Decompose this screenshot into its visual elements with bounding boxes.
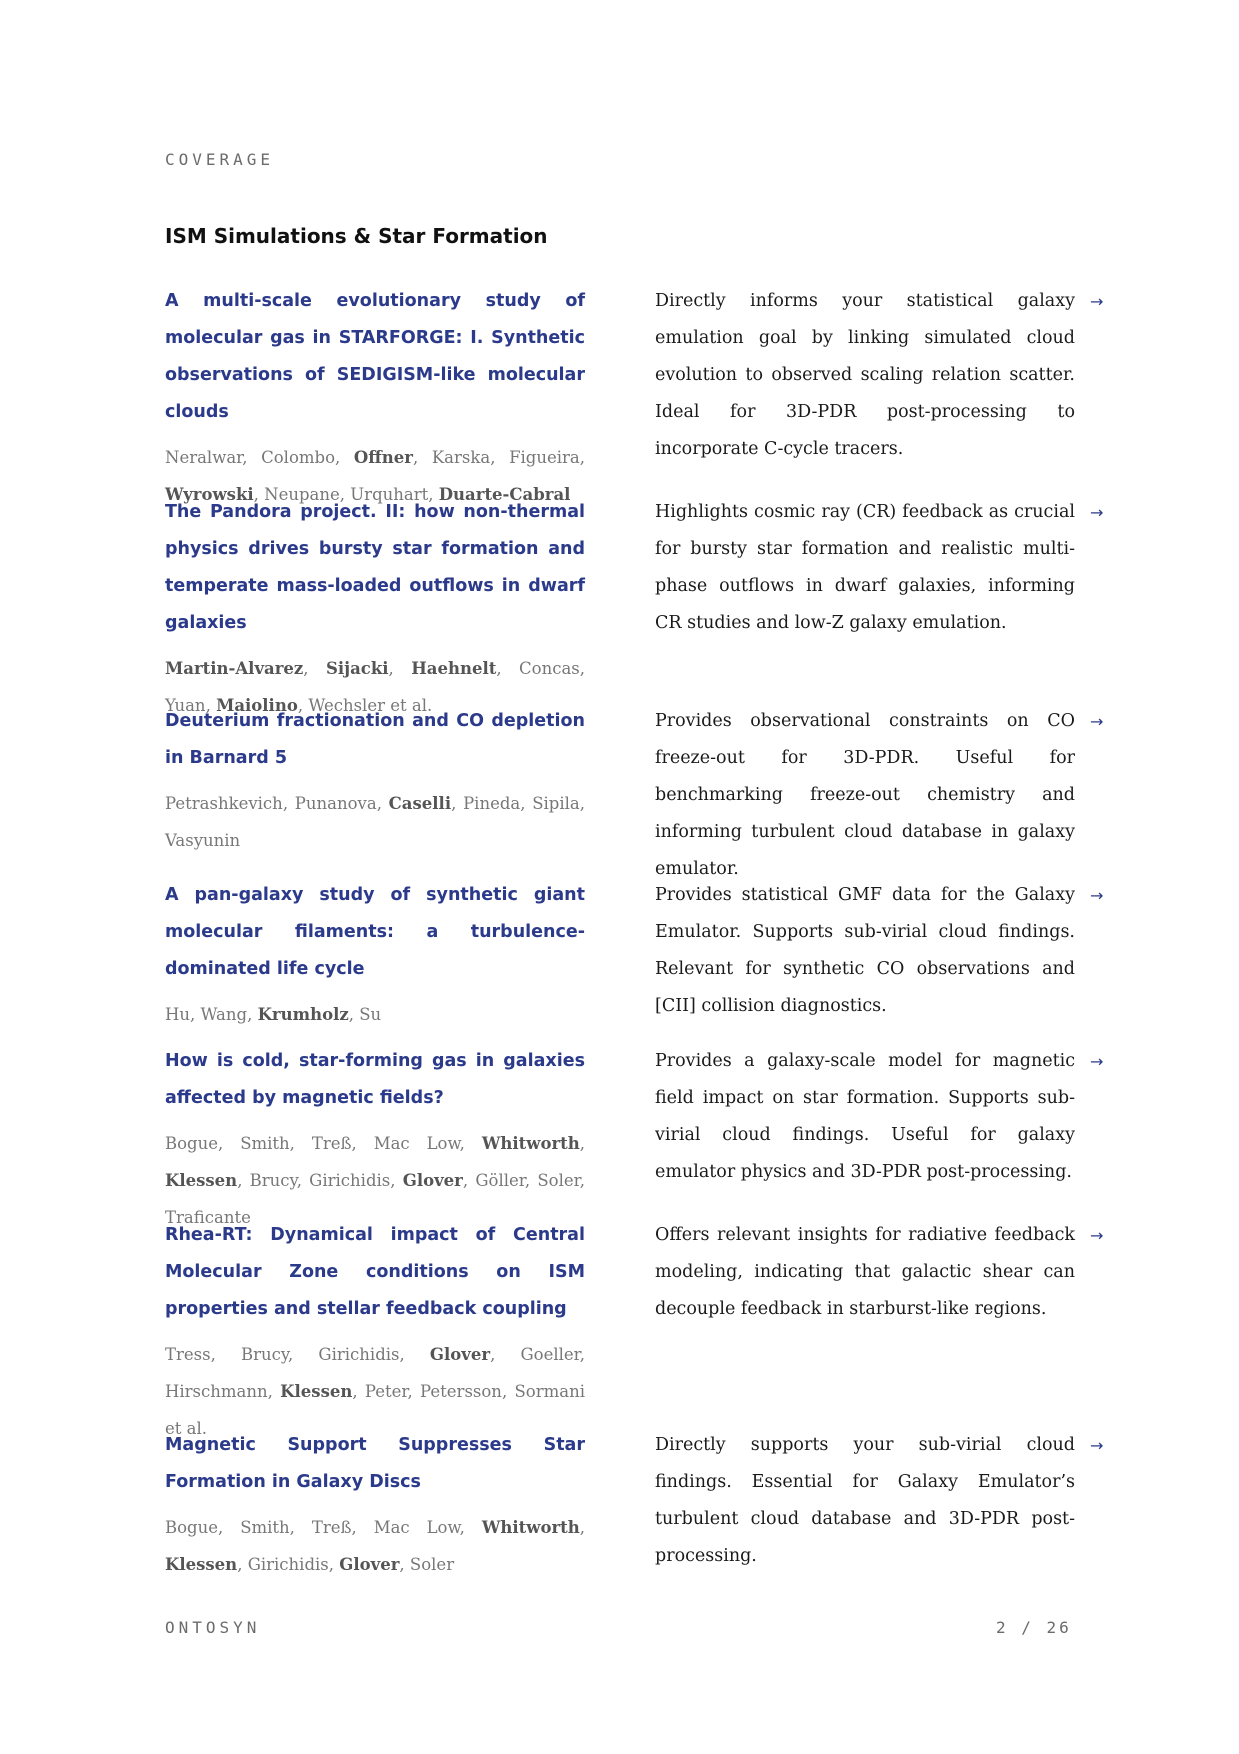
author-name: Neralwar	[165, 448, 243, 467]
paper-title[interactable]: A pan-galaxy study of synthetic giant molecular filaments: a turbulence-dominated life cycle	[165, 885, 585, 979]
author-list: Petrashkevich, Punanova, Caselli, Pineda, Sipila, Vasyunin	[165, 794, 585, 850]
arrow-right-icon[interactable]: →	[1090, 292, 1104, 311]
arrow-right-icon[interactable]: →	[1090, 503, 1104, 522]
author-name: Offner	[353, 448, 413, 467]
author-name: Klessen	[165, 1171, 238, 1190]
author-name: Colombo	[261, 448, 336, 467]
author-name: Vasyunin	[165, 831, 241, 850]
paper-summary: Provides a galaxy-scale model for magnetic field impact on star formation. Supports sub-virial cloud findings. Useful for galaxy emulator physics and 3D-PDR post-processing.	[655, 1051, 1075, 1182]
author-name: Wyrowski	[165, 485, 254, 504]
author-name: Urquhart	[350, 485, 429, 504]
author-name: Maiolino	[216, 696, 298, 715]
paper-title[interactable]: Rhea-RT: Dynamical impact of Central Molecular Zone conditions on ISM properties and stellar feedback coupling	[165, 1225, 585, 1319]
author-name: Petrashkevich	[165, 794, 283, 813]
author-name: Soler	[537, 1171, 580, 1190]
paper-summary: Directly informs your statistical galaxy emulation goal by linking simulated cloud evolution to observed scaling relation scatter. Ideal for 3D-PDR post-processing to incorporate C-cycle tracers.	[655, 291, 1075, 459]
paper-title[interactable]: A multi-scale evolutionary study of molecular gas in STARFORGE: I. Synthetic observations of SEDIGISM-like molecular clouds	[165, 291, 585, 422]
author-name: Figueira	[509, 448, 580, 467]
author-list: Tress, Brucy, Girichidis, Glover, Goeller, Hirschmann, Klessen, Peter, Petersson, Sormani et al.	[165, 1345, 585, 1438]
author-name: Su	[359, 1005, 382, 1024]
author-name: Wang	[200, 1005, 248, 1024]
author-name: Yuan	[165, 696, 206, 715]
author-name: Glover	[429, 1345, 491, 1364]
paper-summary: Provides statistical GMF data for the Galaxy Emulator. Supports sub-virial cloud findings. Relevant for synthetic CO observations and [CII] collision diagnostics.	[655, 885, 1075, 1016]
author-name: Smith	[240, 1518, 290, 1537]
paper-title[interactable]: Magnetic Support Suppresses Star Formation in Galaxy Discs	[165, 1435, 585, 1492]
author-name: Caselli	[388, 794, 452, 813]
author-name: Klessen	[280, 1382, 353, 1401]
author-name: Glover	[402, 1171, 463, 1190]
paper-title[interactable]: The Pandora project. II: how non-thermal physics drives bursty star formation and temperate mass-loaded outflows in dwarf galaxies	[165, 502, 585, 633]
author-name: Girichidis	[309, 1171, 391, 1190]
author-name: Whitworth	[481, 1518, 580, 1537]
author-name: Whitworth	[481, 1134, 580, 1153]
arrow-right-icon[interactable]: →	[1090, 1052, 1104, 1071]
author-name: Treß	[311, 1134, 352, 1153]
author-name: Haehnelt	[411, 659, 497, 678]
author-name: Göller	[475, 1171, 525, 1190]
author-name: Wechsler	[308, 696, 385, 715]
author-name: Mac Low	[373, 1134, 460, 1153]
section-title: ISM Simulations & Star Formation	[165, 224, 548, 248]
author-name: Brucy	[249, 1171, 297, 1190]
author-name: Sijacki	[325, 659, 389, 678]
author-name: Mac Low	[373, 1518, 460, 1537]
author-name: Sipila	[532, 794, 580, 813]
author-name: Glover	[339, 1555, 400, 1574]
author-name: Neupane	[264, 485, 340, 504]
paper-title[interactable]: How is cold, star-forming gas in galaxies affected by magnetic fields?	[165, 1051, 585, 1108]
author-name: Treß	[311, 1518, 352, 1537]
author-name: Bogue	[165, 1518, 219, 1537]
author-name: Martin-Alvarez	[165, 659, 304, 678]
arrow-right-icon[interactable]: →	[1090, 1226, 1104, 1245]
author-list: Neralwar, Colombo, Offner, Karska, Figueira, Wyrowski, Neupane, Urquhart, Duarte-Cabral	[165, 448, 586, 504]
author-name: Hirschmann	[165, 1382, 268, 1401]
author-name: Hu	[165, 1005, 191, 1024]
et-al: et al.	[165, 1419, 207, 1438]
et-al: et al.	[385, 696, 433, 715]
arrow-right-icon[interactable]: →	[1090, 886, 1104, 905]
author-name: Bogue	[165, 1134, 219, 1153]
author-list: Bogue, Smith, Treß, Mac Low, Whitworth, Klessen, Brucy, Girichidis, Glover, Göller, Soler, Traficante	[165, 1134, 586, 1227]
author-name: Krumholz	[257, 1005, 349, 1024]
author-name: Traficante	[165, 1208, 251, 1227]
footer-brand: ONTOSYN	[165, 1618, 261, 1637]
author-name: Karska	[431, 448, 491, 467]
author-name: Petersson	[420, 1382, 502, 1401]
section-label: COVERAGE	[165, 150, 275, 169]
author-name: Pineda	[463, 794, 521, 813]
paper-summary: Provides observational constraints on CO freeze-out for 3D-PDR. Useful for benchmarking freeze-out chemistry and informing turbulent cloud database in galaxy emulator.	[655, 711, 1075, 879]
author-name: Girichidis	[247, 1555, 329, 1574]
arrow-right-icon[interactable]: →	[1090, 712, 1104, 731]
arrow-right-icon[interactable]: →	[1090, 1436, 1104, 1455]
paper-summary: Directly supports your sub-virial cloud findings. Essential for Galaxy Emulator’s turbulent cloud database and 3D-PDR post-processing.	[655, 1435, 1075, 1566]
author-name: Brucy	[241, 1345, 289, 1364]
author-name: Klessen	[165, 1555, 238, 1574]
paper-summary: Offers relevant insights for radiative feedback modeling, indicating that galactic shear can decouple feedback in starburst-like regions.	[655, 1225, 1075, 1319]
author-name: Tress	[165, 1345, 211, 1364]
author-name: Soler	[409, 1555, 455, 1574]
paper-summary: Highlights cosmic ray (CR) feedback as crucial for bursty star formation and realistic multi-phase outflows in dwarf galaxies, informing CR studies and low-Z galaxy emulation.	[655, 502, 1075, 633]
author-name: Girichidis	[318, 1345, 400, 1364]
page-number: 2 / 26	[996, 1618, 1072, 1637]
author-name: Smith	[240, 1134, 290, 1153]
author-name: Goeller	[520, 1345, 580, 1364]
author-list: Martin-Alvarez, Sijacki, Haehnelt, Concas, Yuan, Maiolino, Wechsler et al.	[165, 659, 586, 715]
paper-title[interactable]: Deuterium fractionation and CO depletion in Barnard 5	[165, 711, 585, 768]
author-name: Punanova	[294, 794, 377, 813]
author-list: Hu, Wang, Krumholz, Su	[165, 1005, 382, 1024]
author-name: Peter	[364, 1382, 408, 1401]
author-name: Concas	[519, 659, 580, 678]
author-name: Duarte-Cabral	[438, 485, 571, 504]
author-name: Sormani	[514, 1382, 585, 1401]
author-list: Bogue, Smith, Treß, Mac Low, Whitworth, Klessen, Girichidis, Glover, Soler	[165, 1518, 586, 1574]
